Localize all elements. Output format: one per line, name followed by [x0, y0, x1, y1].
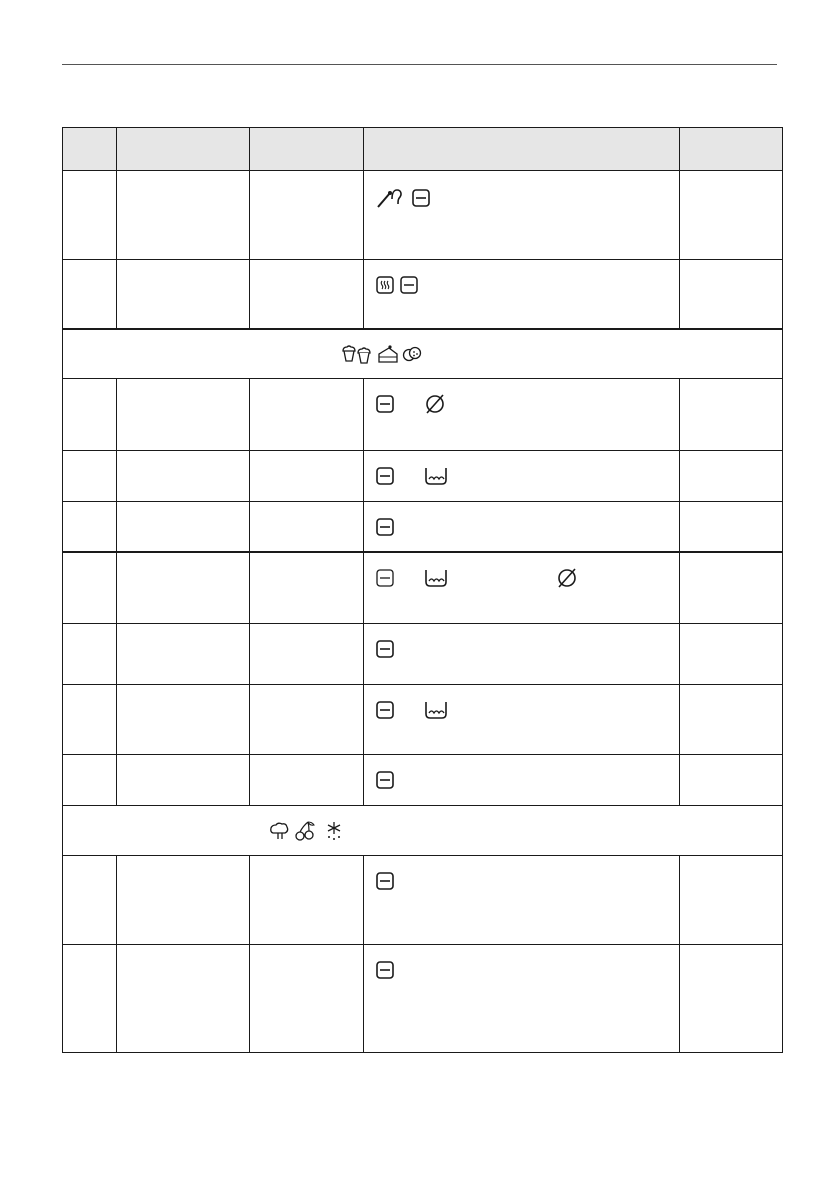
fruit-icon	[294, 820, 316, 842]
cookie-icon	[402, 345, 422, 363]
cake-icon	[377, 344, 399, 364]
header-cell	[680, 128, 783, 171]
table-row	[63, 945, 783, 1053]
table-cell	[680, 171, 783, 260]
table-cell	[63, 552, 117, 624]
table-header-row	[63, 128, 783, 171]
table-cell	[364, 624, 680, 685]
table-cell	[680, 552, 783, 624]
table-cell	[117, 502, 250, 552]
table-cell	[364, 171, 680, 260]
cooking-table	[62, 127, 783, 1053]
table-cell	[117, 171, 250, 260]
diameter-icon	[556, 567, 578, 589]
header-cell	[63, 128, 117, 171]
header-cell	[117, 128, 250, 171]
table-row	[63, 171, 783, 260]
oven-function-icon	[376, 467, 394, 485]
oven-function-icon	[376, 518, 394, 536]
baking-tray-icon	[424, 700, 448, 720]
oven-function-icon	[376, 872, 394, 890]
table-cell	[250, 171, 364, 260]
table-cell	[117, 552, 250, 624]
table-row	[63, 856, 783, 945]
vegetable-icon	[269, 821, 291, 841]
table-cell	[250, 260, 364, 329]
category-band-row	[63, 806, 783, 856]
table-cell	[250, 552, 364, 624]
baking-tray-icon	[424, 466, 448, 486]
oven-function-icon	[376, 569, 394, 587]
table-cell	[117, 945, 250, 1053]
table-row	[63, 379, 783, 451]
table-row	[63, 755, 783, 806]
table-cell	[680, 451, 783, 502]
table-cell	[63, 379, 117, 451]
table-cell	[364, 451, 680, 502]
table-cell	[364, 552, 680, 624]
table-cell	[680, 502, 783, 552]
header-cell	[250, 128, 364, 171]
table-cell	[364, 945, 680, 1053]
oven-function-icon	[376, 771, 394, 789]
table-row	[63, 502, 783, 552]
table-cell	[117, 856, 250, 945]
table-cell	[63, 171, 117, 260]
oven-function-icon	[412, 189, 430, 207]
table-cell	[680, 755, 783, 806]
table-cell	[364, 260, 680, 329]
table-cell	[364, 502, 680, 552]
table-cell	[250, 685, 364, 755]
table-cell	[63, 624, 117, 685]
table-row	[63, 685, 783, 755]
table-cell	[250, 945, 364, 1053]
table-cell	[117, 685, 250, 755]
table-cell	[250, 624, 364, 685]
category-band-cell	[63, 329, 783, 379]
table-cell	[680, 260, 783, 329]
category-band-cell	[63, 806, 783, 856]
header-cell	[364, 128, 680, 171]
oven-function-icon	[376, 640, 394, 658]
table-cell	[63, 685, 117, 755]
table-cell	[117, 379, 250, 451]
table-cell	[364, 755, 680, 806]
oven-function-icon	[376, 395, 394, 413]
oven-function-icon	[376, 961, 394, 979]
table-cell	[364, 685, 680, 755]
table-cell	[63, 451, 117, 502]
table-cell	[364, 379, 680, 451]
baking-tray-icon	[424, 568, 448, 588]
table-cell	[680, 945, 783, 1053]
steam-icon	[376, 276, 394, 294]
defrost-icon	[325, 821, 343, 841]
header-rule	[62, 64, 777, 65]
oven-function-icon	[376, 701, 394, 719]
table-cell	[63, 755, 117, 806]
table-cell	[250, 856, 364, 945]
table-cell	[117, 755, 250, 806]
table-cell	[63, 945, 117, 1053]
table-cell	[680, 379, 783, 451]
table-row	[63, 624, 783, 685]
diameter-icon	[424, 393, 446, 415]
table-cell	[117, 624, 250, 685]
table-cell	[63, 260, 117, 329]
table-cell	[117, 260, 250, 329]
table-cell	[250, 755, 364, 806]
muffin-icon	[356, 347, 374, 365]
table-cell	[680, 856, 783, 945]
table-row	[63, 260, 783, 329]
table-cell	[680, 685, 783, 755]
table-row	[63, 552, 783, 624]
table-row	[63, 451, 783, 502]
table-cell	[117, 451, 250, 502]
table-cell	[680, 624, 783, 685]
table-cell	[364, 856, 680, 945]
table-cell	[250, 502, 364, 552]
table-cell	[63, 502, 117, 552]
category-band-row	[63, 329, 783, 379]
meat-probe-icon	[376, 187, 406, 209]
table-cell	[250, 379, 364, 451]
oven-function-icon	[400, 276, 418, 294]
table-cell	[63, 856, 117, 945]
table-cell	[250, 451, 364, 502]
